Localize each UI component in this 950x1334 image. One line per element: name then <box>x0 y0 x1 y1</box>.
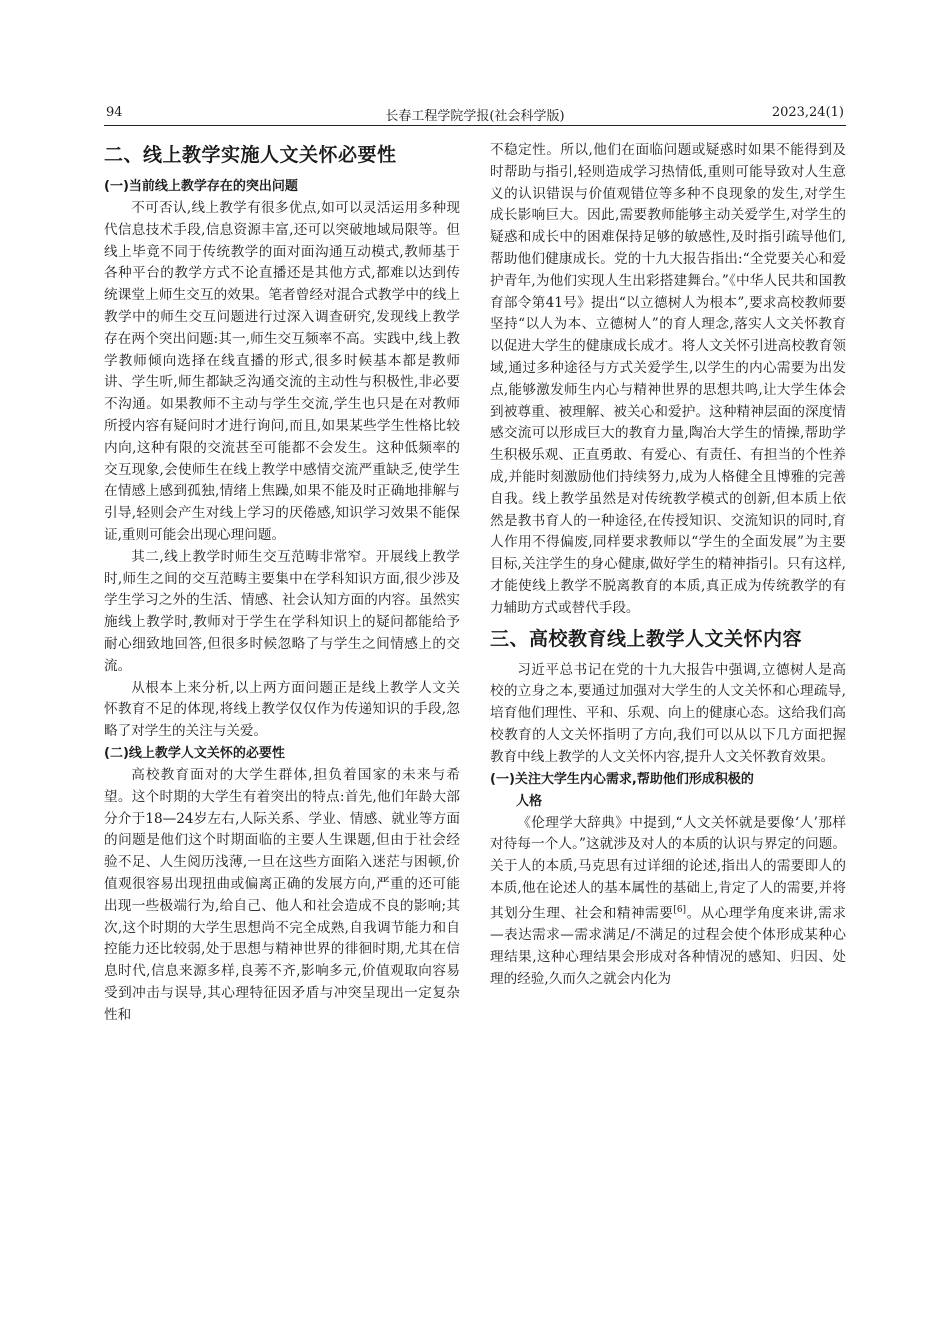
subsection-3-heading-line1: (一)关注大学生内心需求,帮助他们形成积极的 <box>490 771 754 787</box>
volume-issue: 2023,24(1) <box>771 105 844 120</box>
journal-title: 长春工程学院学报(社会科学版) <box>385 109 565 124</box>
section-3-heading: 三、高校教育线上教学人文关怀内容 <box>490 627 803 650</box>
page-number: 94 <box>106 105 123 120</box>
paragraph <box>490 813 846 991</box>
citation-ref: [6] <box>673 904 687 915</box>
running-header <box>104 103 846 126</box>
subsection-3-heading <box>490 769 846 813</box>
right-column <box>490 140 846 990</box>
subsection-2-heading: (二)线上教学人文关怀的必要性 <box>104 745 285 761</box>
paragraph-continued: 不稳定性。所以,他们在面临问题或疑惑时如果不能得到及时帮助与指引,轻则造成学习热情低,重则可能导致对人生意义的认识错误与价值观错位等多种不良现象的发生,对学生成长影响巨大。因此,需要教师能够主动关爱学生,对学生的疑惑和成长中的困难保持足够的敏感性,及时指引疏导他们,帮助他们健康成长。党的十九大报告指出:“全党要关心和爱护青年,为他们实现人生出彩搭建舞台。”《中华人民共和国教育部令第41号》提出“以立德树人为根本”,要求高校教师要坚持“以人为本、立德树人”的育人理念,落实人文关怀教育以促进大学生的健康成长成才。将人文关怀引进高校教育领域,通过多种途径与方式关爱学生,以学生的内心需要为出发点,能够激发师生内心与精神世界的思想共鸣,让大学生体会到被尊重、被理解、被关心和爱护。这种精神层面的深度情感交流可以形成巨大的教育力量,陶冶大学生的情操,帮助学生积极乐观、正直勇敢、有爱心、有责任、有担当的个性养成,并能时刻激励他们持续努力,成为人格健全且博雅的完善自我。线上教学虽然是对传统教学模式的创新,但本质上依然是教书育人的一种途径,在传授知识、交流知识的同时,育人作用不得偏废,同样要求教师以“学生的全面发展”为主要目标,关注学生的身心健康,做好学生的精神指引。只有这样,才能使线上教学不脱离教育的本质,真正成为传统教学的有力辅助方式或替代手段。 <box>490 142 846 616</box>
paragraph-text: 《伦理学大辞典》中提到,“人文关怀就是要像‘人’那样对待每一个人。”这就涉及对人的本质的认识与界定的问题。关于人的本质,马克思有过详细的论述,指出人的需要即人的本质,他在论述人的基本属性的基础上,肯定了人的需要,并将其划分生理、社会和精神需要 <box>490 814 846 922</box>
paragraph: 不可否认,线上教学有很多优点,如可以灵活运用多种现代信息技术手段,信息资源丰富,还可以突破地域局限等。但线上毕竟不同于传统教学的面对面沟通互动模式,教师基于各种平台的教学方式不论直播还是其他方式,都难以达到传统课堂上师生交互的效果。笔者曾经对混合式教学中的线上教学中的师生交互问题进行过深入调查研究,发现线上教学存在两个突出问题:其一,师生交互频率不高。实践中,线上教学教师倾向选择在线直播的形式,很多时候基本都是教师讲、学生听,师生都缺乏沟通交流的主动性与积极性,非必要不沟通。如果教师不主动与学生交流,学生也只是在对教师所授内容有疑问时才进行询问,而且,如果某些学生性格比较内向,这种有限的交流甚至可能都不会发生。这种低频率的交互现象,会使师生在线上教学中感情交流严重缺乏,使学生在情感上感到孤独,情绪上焦躁,如果不能及时正确地排解与引导,轻则会产生对线上学习的厌倦感,知识学习效果不能保证,重则可能会出现心理问题。 <box>104 200 460 543</box>
paragraph: 从根本上来分析,以上两方面问题正是线上教学人文关怀教育不足的体现,将线上教学仅仅作为传递知识的手段,忽略了对学生的关注与关爱。 <box>104 679 460 740</box>
subsection-3-heading-line2: 人格 <box>516 793 543 809</box>
paragraph: 习近平总书记在党的十九大报告中强调,立德树人是高校的立身之本,要通过加强对大学生的人文关怀和心理疏导,培育他们理性、平和、乐观、向上的健康心态。这给我们高校教育的人文关怀指明了方向,我们可以从以下几方面把握教育中线上教学的人文关怀内容,提升人文关怀教育效果。 <box>490 661 846 765</box>
paragraph-text: 。从心理学角度来讲,需求—表达需求—需求满足/不满足的过程会使个体形成某种心理结果,这种心理结果会形成对各种情况的感知、归因、处理的经验,久而久之就会内化为 <box>490 905 846 987</box>
paragraph: 其二,线上教学时师生交互范畴非常窄。开展线上教学时,师生之间的交互范畴主要集中在学科知识方面,很少涉及学生学习之外的生活、情感、社会认知方面的内容。虽然实施线上教学时,教师对于学生在学科知识上的疑问都能给予耐心细致地回答,但很多时候忽略了与学生之间情感上的交流。 <box>104 548 460 674</box>
section-2-heading: 二、线上教学实施人文关怀必要性 <box>104 144 397 166</box>
paragraph: 高校教育面对的大学生群体,担负着国家的未来与希望。这个时期的大学生有着突出的特点:首先,他们年龄大部分介于18—24岁左右,人际关系、学业、情感、就业等方面的问题是他们这个时期面临的主要人生课题,但由于社会经验不足、人生阅历浅薄,一旦在这些方面陷入迷茫与困顿,价值观很容易出现扭曲或偏离正确的发展方向,严重的还可能出现一些极端行为,给自己、他人和社会造成不良的影响;其次,这个时期的大学生思想尚不完全成熟,自我调节能力和自控能力还比较弱,处于思想与精神世界的徘徊时期,尤其在信息时代,信息来源多样,良莠不齐,影响多元,价值观取向容易受到冲击与误导,其心理特征因矛盾与冲突呈现出一定复杂性和 <box>104 766 460 1023</box>
left-column <box>104 140 460 1026</box>
subsection-1-heading: (一)当前线上教学存在的突出问题 <box>104 179 298 194</box>
